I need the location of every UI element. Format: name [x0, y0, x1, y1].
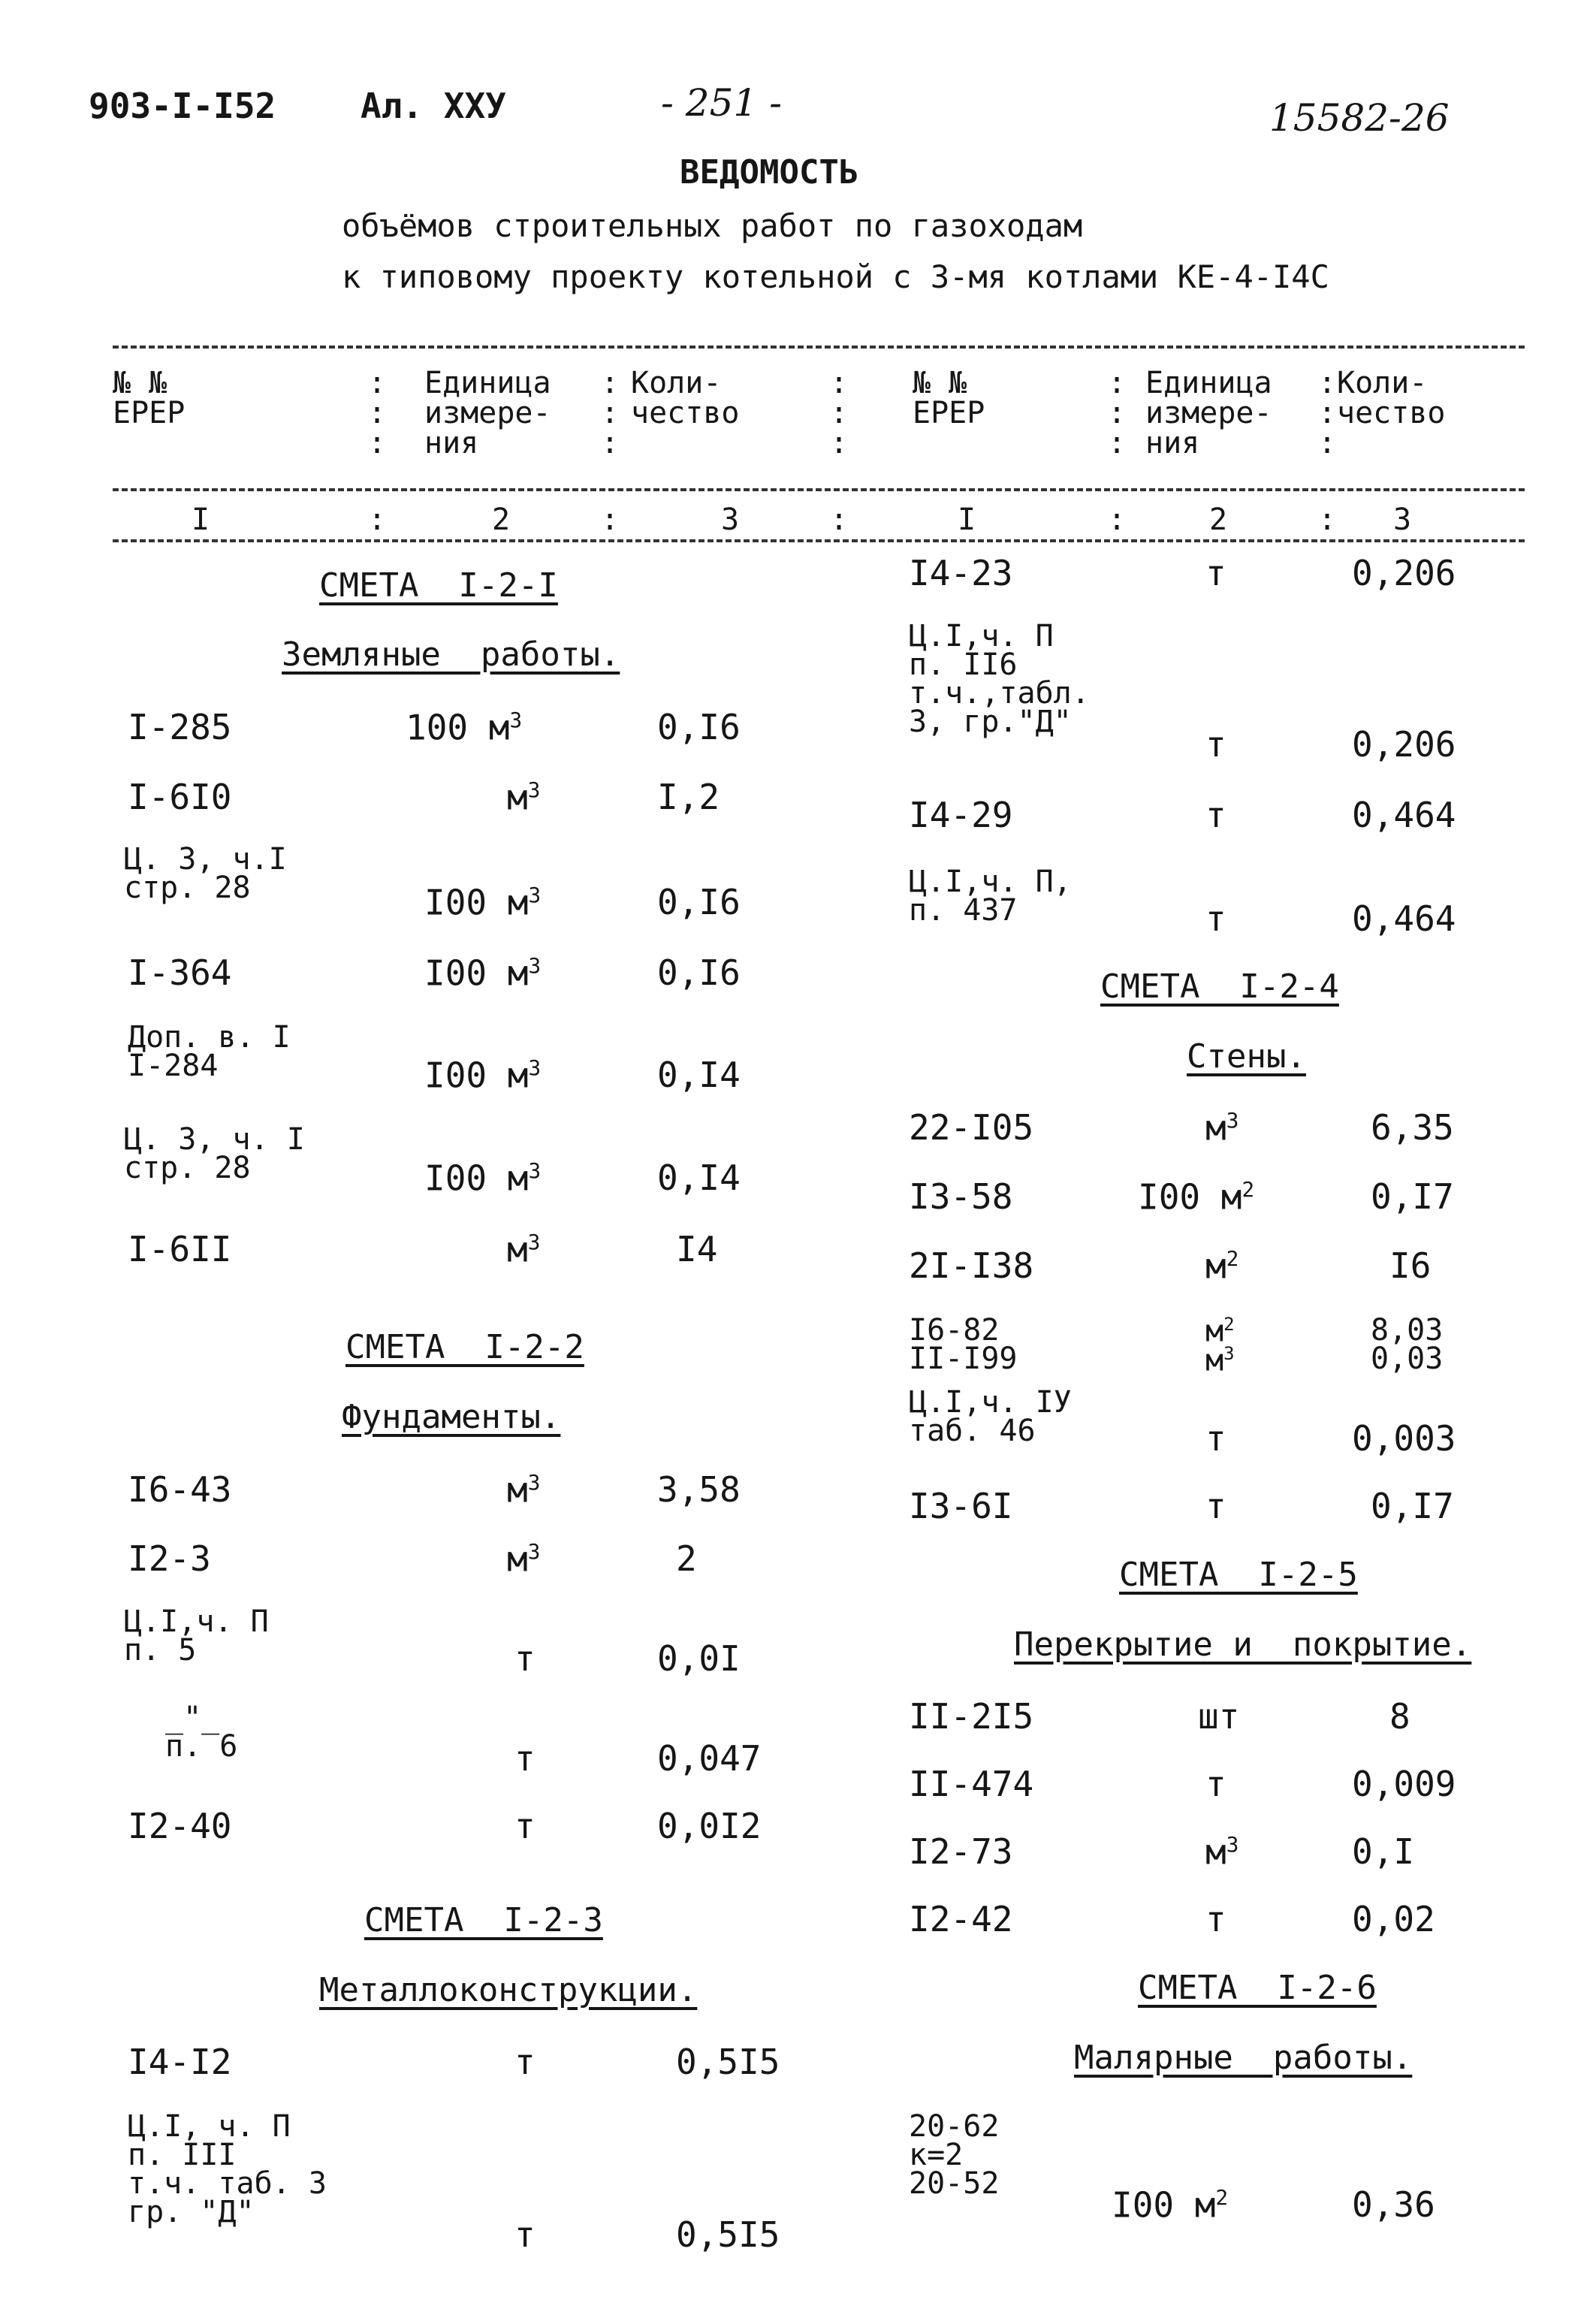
row-qty: 0,047 [657, 1738, 762, 1779]
row-unit: т [1205, 553, 1226, 593]
row-unit: т [1205, 1418, 1226, 1459]
row-qty: 8,03 0,03 [1371, 1313, 1444, 1376]
row-unit: т [514, 2214, 536, 2255]
column-separator: : : : [1318, 366, 1337, 460]
section-subtitle: Малярные работы. [1074, 2039, 1413, 2077]
section-subtitle: Земляные работы. [282, 635, 620, 674]
row-qty: I6 [1389, 1245, 1432, 1286]
row-qty: 0,I4 [657, 1055, 741, 1095]
section-title: СМЕТА I-2-4 [1100, 967, 1339, 1006]
row-qty: 0,009 [1352, 1764, 1456, 1804]
row-qty: 0,206 [1352, 553, 1456, 593]
column-header-unit-right: Единица измере- ния [1145, 366, 1272, 460]
row-code: I3-58 [909, 1176, 1013, 1217]
row-unit: $м^2$ $м^3$ [1205, 1314, 1235, 1378]
row-unit: $м^3$ [507, 1469, 541, 1511]
row-qty: 0,0I2 [657, 1806, 762, 1846]
section-title: СМЕТА I-2-5 [1119, 1556, 1358, 1594]
row-code: 2I-I38 [909, 1245, 1034, 1286]
row-code: Доп. в. I I-284 [128, 1020, 291, 1083]
row-unit: I00 $м^3$ [424, 1055, 542, 1096]
row-unit: 100 $м^3$ [406, 707, 523, 748]
row-qty: I,2 [657, 777, 720, 817]
row-unit: $м^2$ [1205, 1245, 1239, 1287]
section-subtitle: Стены. [1187, 1037, 1306, 1076]
row-code: I2-42 [909, 1899, 1013, 1939]
column-number-1-right: I [958, 503, 976, 537]
row-code: Ц.I, ч. П п. III т.ч. таб. 3 гр. "Д" [128, 2109, 327, 2229]
row-unit: т [1205, 898, 1226, 939]
document-subtitle-1: объёмов строительных работ по газоходам [342, 207, 1083, 244]
row-qty: 0,I6 [657, 952, 741, 993]
row-code: _"_ п. 6 [165, 1701, 238, 1764]
row-unit: $м^3$ [507, 777, 541, 818]
column-separator: : : : [601, 366, 620, 460]
row-code: Ц.I,ч. П п. 5 [124, 1604, 269, 1668]
row-qty: 0,I6 [657, 882, 741, 922]
row-code: Ц. 3, ч.I стр. 28 [124, 842, 287, 905]
row-qty: 6,35 [1371, 1107, 1454, 1148]
row-unit: т [514, 1806, 536, 1846]
row-code: Ц.I,ч. П, п. 437 [909, 865, 1072, 928]
row-unit: т [1205, 1899, 1226, 1939]
column-separator: : : : [368, 366, 387, 460]
row-qty: 0,02 [1352, 1899, 1435, 1939]
row-unit: I00 $м^3$ [424, 1158, 542, 1199]
row-qty: 0,I7 [1371, 1486, 1454, 1526]
table-top-rule [113, 346, 1525, 349]
row-code: Ц.I,ч. IУ таб. 46 [909, 1385, 1072, 1448]
column-separator: : [601, 503, 620, 537]
row-qty: 2 [676, 1538, 697, 1579]
column-separator: : : : [830, 366, 849, 460]
row-qty: 0,464 [1352, 795, 1456, 835]
row-code: I4-I2 [128, 2042, 232, 2082]
row-unit: т [514, 2042, 536, 2082]
column-separator: : [1318, 503, 1337, 537]
row-code: I2-40 [128, 1806, 232, 1846]
row-qty: 8 [1389, 1696, 1410, 1737]
column-header-code-right: № № ЕРЕР [913, 366, 985, 430]
column-header-qty-left: Коли- чество [631, 366, 740, 430]
row-unit: $м^3$ [507, 1538, 541, 1580]
page-number: - 251 - [661, 81, 783, 125]
row-code: I-285 [128, 707, 232, 747]
row-qty: 0,I4 [657, 1158, 741, 1198]
header-rule [113, 488, 1525, 491]
column-number-3-right: 3 [1393, 503, 1412, 537]
row-qty: 0,0I [657, 1638, 741, 1679]
column-number-3-left: 3 [721, 503, 740, 537]
row-unit: т [1205, 1486, 1226, 1526]
document-title: ВЕДОМОСТЬ [680, 153, 859, 192]
section-title: СМЕТА I-2-6 [1138, 1969, 1377, 2007]
row-code: I-6I0 [128, 777, 232, 817]
row-unit: $м^3$ [1205, 1107, 1239, 1148]
column-number-rule [113, 539, 1525, 542]
column-separator: : : : [1108, 366, 1127, 460]
row-qty: 0,003 [1352, 1418, 1456, 1459]
section-title: СМЕТА I-2-I [319, 566, 558, 605]
column-header-unit-left: Единица измере- ния [424, 366, 551, 460]
row-qty: 0,I6 [657, 707, 741, 747]
row-unit: т [1205, 795, 1226, 835]
column-number-2-left: 2 [492, 503, 511, 537]
row-unit: I00 $м^3$ [424, 952, 542, 994]
row-unit: $м^3$ [507, 1229, 541, 1270]
section-title: СМЕТА I-2-3 [364, 1901, 603, 1939]
row-code: I6-43 [128, 1469, 232, 1510]
section-subtitle: Перекрытие и покрытие. [1014, 1625, 1472, 1664]
column-header-code-left: № № ЕРЕР [113, 366, 186, 430]
row-code: I4-23 [909, 553, 1013, 593]
row-code: II-474 [909, 1764, 1034, 1804]
row-unit: I00 $м^3$ [424, 882, 542, 923]
row-code: I-6II [128, 1229, 232, 1269]
row-qty: 3,58 [657, 1469, 741, 1510]
row-unit: $м^3$ [1205, 1831, 1239, 1873]
row-code: I2-3 [128, 1538, 211, 1579]
row-qty: 0,5I5 [676, 2214, 780, 2255]
row-unit: т [1205, 724, 1226, 765]
row-qty: 0,36 [1352, 2184, 1435, 2225]
column-number-1-left: I [192, 503, 210, 537]
row-unit: т [514, 1638, 536, 1679]
column-number-2-right: 2 [1209, 503, 1228, 537]
row-code: Ц. 3, ч. I стр. 28 [124, 1122, 305, 1185]
album-number: Ал. XXУ [361, 86, 506, 126]
column-header-qty-right: Коли- чество [1337, 366, 1446, 430]
row-code: I3-6I [909, 1486, 1013, 1526]
row-unit: т [514, 1738, 536, 1779]
row-unit: т [1205, 1764, 1226, 1804]
section-subtitle: Фундаменты. [342, 1398, 561, 1436]
section-subtitle: Металлоконструкции. [319, 1971, 698, 2009]
row-qty: 0,I [1352, 1831, 1415, 1872]
row-code: II-2I5 [909, 1696, 1034, 1737]
column-separator: : [368, 503, 387, 537]
section-title: СМЕТА I-2-2 [345, 1328, 584, 1366]
row-code: I6-82 II-I99 [909, 1313, 1018, 1376]
row-code: I-364 [128, 952, 232, 993]
row-code: I2-73 [909, 1831, 1013, 1872]
row-code: I4-29 [909, 795, 1013, 835]
row-unit: I00 $м^2$ [1112, 2184, 1229, 2226]
row-code: 22-I05 [909, 1107, 1034, 1148]
row-qty: 0,206 [1352, 724, 1456, 765]
document-code: 903-I-I52 [89, 86, 276, 126]
row-code: 20-62 к=2 20-52 [909, 2109, 1000, 2201]
row-qty: 0,464 [1352, 898, 1456, 939]
row-unit: I00 $м^2$ [1138, 1176, 1255, 1218]
archive-number: 15582-26 [1269, 96, 1450, 140]
row-unit: шт [1198, 1696, 1240, 1737]
row-code: Ц.I,ч. П п. II6 т.ч.,табл. 3, гр."Д" [909, 619, 1090, 739]
document-subtitle-2: к типовому проекту котельной с 3-мя котлами КЕ-4-I4С [342, 258, 1329, 295]
row-qty: 0,I7 [1371, 1176, 1454, 1217]
row-qty: 0,5I5 [676, 2042, 780, 2082]
row-qty: I4 [676, 1229, 718, 1269]
column-separator: : [1108, 503, 1127, 537]
column-separator: : [830, 503, 849, 537]
